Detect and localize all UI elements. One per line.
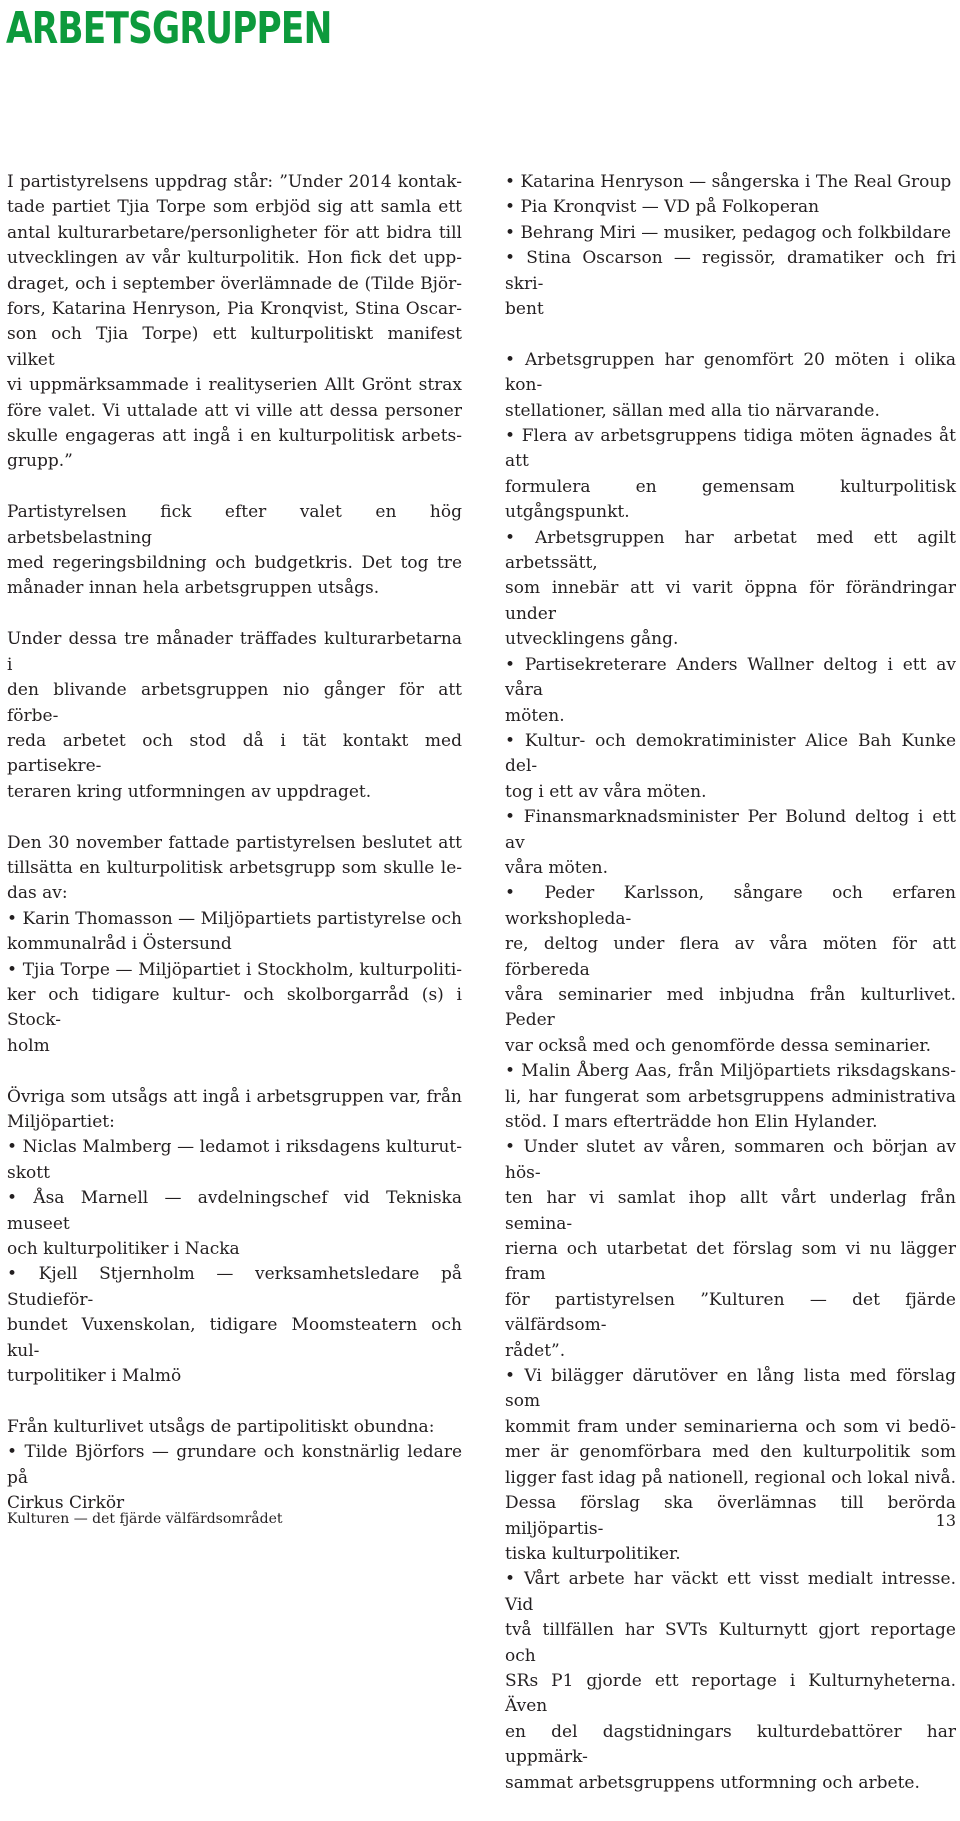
text-line: holm bbox=[7, 1035, 50, 1056]
text-line: utvecklingens gång. bbox=[505, 629, 679, 650]
list-item bbox=[505, 729, 956, 780]
text-line: som innebär att vi varit öppna för förändringar under bbox=[505, 578, 956, 624]
list-item bbox=[505, 170, 956, 195]
text-line: Cirkus Cirkör bbox=[7, 1493, 125, 1514]
list-item bbox=[505, 424, 956, 475]
text-line: kommit fram under seminarierna och som vi bedö- bbox=[505, 1416, 956, 1437]
text-line: teraren kring utformningen av uppdraget. bbox=[7, 781, 372, 802]
text-line: vi uppmärksammade i realityserien Allt Grönt strax bbox=[7, 375, 462, 396]
text-line: bundet Vuxenskolan, tidigare Moomsteatern och kul- bbox=[7, 1315, 462, 1361]
members-list bbox=[505, 170, 956, 322]
text-line: I partistyrelsens uppdrag står: ”Under 2014 kontak- bbox=[7, 172, 462, 192]
bullet-text: • Arbetsgruppen har genomfört 20 möten i olika kon- bbox=[505, 350, 956, 395]
text-line: antal kulturarbetare/personligheter för att bidra till bbox=[7, 222, 462, 243]
list-item bbox=[7, 907, 462, 932]
bullet-text: • Katarina Henryson — sångerska i The Real Group bbox=[505, 172, 951, 192]
text-line: två tillfällen har SVTs Kulturnytt gjort reportage och bbox=[505, 1620, 956, 1666]
list-item bbox=[7, 1135, 462, 1160]
text-line: en del dagstidningars kulturdebattörer har uppmärk- bbox=[505, 1721, 956, 1768]
text-line: med regeringsbildning och budgetkris. Det tog tre bbox=[7, 553, 462, 574]
text-line: tiska kulturpolitiker. bbox=[505, 1543, 681, 1564]
leaders-paragraph bbox=[7, 831, 462, 1060]
text-line: skulle engageras att ingå i en kulturpolitisk arbets- bbox=[7, 426, 462, 447]
footer-title: Kulturen — det fjärde välfärdsområdet bbox=[7, 1511, 283, 1527]
intro-paragraph bbox=[7, 170, 462, 475]
text-line: den blivande arbetsgruppen nio gånger för att förbe- bbox=[7, 680, 462, 726]
text-line: das av: bbox=[7, 883, 68, 904]
text-line: Miljöpartiet: bbox=[7, 1111, 115, 1132]
page-title: ARBETSGRUPPEN bbox=[6, 3, 332, 54]
list-item bbox=[7, 958, 462, 983]
text-line: draget, och i september överlämnade de (Tilde Björ- bbox=[7, 273, 462, 294]
list-item bbox=[505, 653, 956, 704]
text-line: ker och tidigare kultur- och skolborgarråd (s) i Stock- bbox=[7, 984, 462, 1031]
list-item bbox=[7, 1186, 462, 1237]
text-line: månader innan hela arbetsgruppen utsågs. bbox=[7, 578, 380, 599]
list-item bbox=[505, 221, 956, 246]
text-line: utvecklingen av vår kulturpolitik. Hon fick det upp- bbox=[7, 248, 462, 269]
list-item bbox=[505, 1059, 956, 1084]
text-line: Partistyrelsen fick efter valet en hög arbetsbelastning bbox=[7, 502, 462, 548]
bullet-text: • Tilde Björfors — grundare och konstnärlig ledare på bbox=[7, 1442, 462, 1487]
text-line: mer är genomförbara med den kulturpolitik som bbox=[505, 1442, 956, 1463]
text-line: bent bbox=[505, 299, 544, 320]
text-line: formulera en gemensam kulturpolitisk utgångspunkt. bbox=[505, 476, 956, 523]
bullet-text: • Åsa Marnell — avdelningschef vid Tekniska museet bbox=[7, 1188, 462, 1233]
bullet-text: • Finansmarknadsminister Per Bolund deltog i ett av bbox=[505, 807, 956, 852]
text-line: re, deltog under flera av våra möten för att förbereda bbox=[505, 934, 956, 980]
text-line: Övriga som utsågs att ingå i arbetsgruppen var, från bbox=[7, 1086, 462, 1107]
text-line: våra möten. bbox=[505, 857, 609, 878]
bullet-text: • Vårt arbete har väckt ett visst medialt intresse. Vid bbox=[505, 1569, 956, 1614]
text-line: son och Tjia Torpe) ett kulturpolitiskt manifest vilket bbox=[7, 324, 462, 370]
bullet-text: • Malin Åberg Aas, från Miljöpartiets riksdagskans- bbox=[505, 1061, 956, 1081]
text-line: våra seminarier med inbjudna från kulturlivet. Peder bbox=[505, 984, 956, 1031]
bullet-text: • Peder Karlsson, sångare och erfaren workshopleda- bbox=[505, 883, 956, 928]
list-item bbox=[505, 1135, 956, 1186]
text-line: rierna och utarbetat det förslag som vi nu lägger fram bbox=[505, 1239, 956, 1285]
list-item bbox=[505, 526, 956, 577]
text-line: möten. bbox=[505, 705, 565, 726]
bullet-text: • Karin Thomasson — Miljöpartiets partistyrelse och bbox=[7, 909, 462, 929]
bullet-text: • Under slutet av våren, sommaren och början av hös- bbox=[505, 1137, 956, 1182]
text-line: för partistyrelsen ”Kulturen — det fjärde välfärdsom- bbox=[505, 1289, 956, 1336]
members-culture-paragraph bbox=[7, 1415, 462, 1517]
text-line: Från kulturlivet utsågs de partipolitiskt obundna: bbox=[7, 1416, 435, 1437]
text-line: li, har fungerat som arbetsgruppens administrativa bbox=[505, 1086, 956, 1107]
text-line: fors, Katarina Henryson, Pia Kronqvist, Stina Oscar- bbox=[7, 299, 462, 320]
bullet-text: • Flera av arbetsgruppens tidiga möten ägnades åt att bbox=[505, 426, 956, 471]
text-line: Under dessa tre månader träffades kulturarbetarna i bbox=[7, 629, 462, 675]
bullet-text: • Kultur- och demokratiminister Alice Bah Kunke del- bbox=[505, 731, 956, 776]
text-line: stellationer, sällan med alla tio närvarande. bbox=[505, 400, 880, 421]
bullet-text: • Kjell Stjernholm — verksamhetsledare på Studieför- bbox=[7, 1264, 462, 1309]
list-item bbox=[505, 246, 956, 297]
left-column bbox=[7, 170, 462, 1542]
list-item bbox=[7, 1440, 462, 1491]
bullet-text: • Niclas Malmberg — ledamot i riksdagens kulturut- bbox=[7, 1137, 462, 1157]
text-line: ten har vi samlat ihop allt vårt underlag från semina- bbox=[505, 1188, 956, 1234]
bullet-text: • Vi bilägger därutöver en lång lista med förslag som bbox=[505, 1366, 956, 1411]
text-line: tade partiet Tjia Torpe som erbjöd sig att samla ett bbox=[7, 197, 462, 218]
text-line: kommunalråd i Östersund bbox=[7, 934, 232, 955]
text-line: och kulturpolitiker i Nacka bbox=[7, 1239, 240, 1259]
bullet-text: • Pia Kronqvist — VD på Folkoperan bbox=[505, 197, 819, 217]
text-line: Dessa förslag ska överlämnas till berörda miljöpartis- bbox=[505, 1493, 956, 1539]
text-line: var också med och genomförde dessa seminarier. bbox=[505, 1035, 932, 1056]
bullet-text: • Tjia Torpe — Miljöpartiet i Stockholm, kulturpoliti- bbox=[7, 960, 462, 980]
workload-paragraph bbox=[7, 500, 462, 602]
right-column bbox=[505, 170, 956, 1821]
bullet-text: • Behrang Miri — musiker, pedagog och folkbildare bbox=[505, 223, 951, 243]
text-line: före valet. Vi uttalade att vi ville att dessa personer bbox=[7, 400, 462, 421]
text-line: rådet”. bbox=[505, 1340, 566, 1361]
facts-list bbox=[505, 348, 956, 1796]
bullet-text: • Stina Oscarson — regissör, dramatiker och fri skri- bbox=[505, 248, 956, 293]
text-line: stöd. I mars efterträdde hon Elin Hylander. bbox=[505, 1112, 878, 1133]
meetings-paragraph bbox=[7, 627, 462, 805]
bullet-text: • Partisekreterare Anders Wallner deltog i ett av våra bbox=[505, 655, 956, 700]
text-line: reda arbetet och stod då i tät kontakt med partisekre- bbox=[7, 730, 462, 777]
list-item bbox=[505, 348, 956, 399]
text-line: ligger fast idag på nationell, regional och lokal nivå. bbox=[505, 1467, 956, 1488]
list-item bbox=[505, 1567, 956, 1618]
members-mp-paragraph bbox=[7, 1085, 462, 1390]
text-line: tog i ett av våra möten. bbox=[505, 781, 707, 802]
text-line: turpolitiker i Malmö bbox=[7, 1366, 182, 1387]
list-item bbox=[505, 805, 956, 856]
list-item bbox=[7, 1262, 462, 1313]
text-line: grupp.” bbox=[7, 451, 73, 472]
bullet-text: • Arbetsgruppen har arbetat med ett agilt arbetssätt, bbox=[505, 528, 956, 573]
text-line: SRs P1 gjorde ett reportage i Kulturnyheterna. Även bbox=[505, 1670, 956, 1717]
page-number: 13 bbox=[935, 1511, 956, 1530]
text-line: sammat arbetsgruppens utformning och arbete. bbox=[505, 1772, 920, 1793]
list-item bbox=[505, 881, 956, 932]
text-line: Den 30 november fattade partistyrelsen beslutet att bbox=[7, 832, 462, 853]
list-item bbox=[505, 195, 956, 220]
list-item bbox=[505, 1364, 956, 1415]
text-line: skott bbox=[7, 1162, 50, 1183]
text-line: tillsätta en kulturpolitisk arbetsgrupp som skulle le- bbox=[7, 857, 462, 878]
